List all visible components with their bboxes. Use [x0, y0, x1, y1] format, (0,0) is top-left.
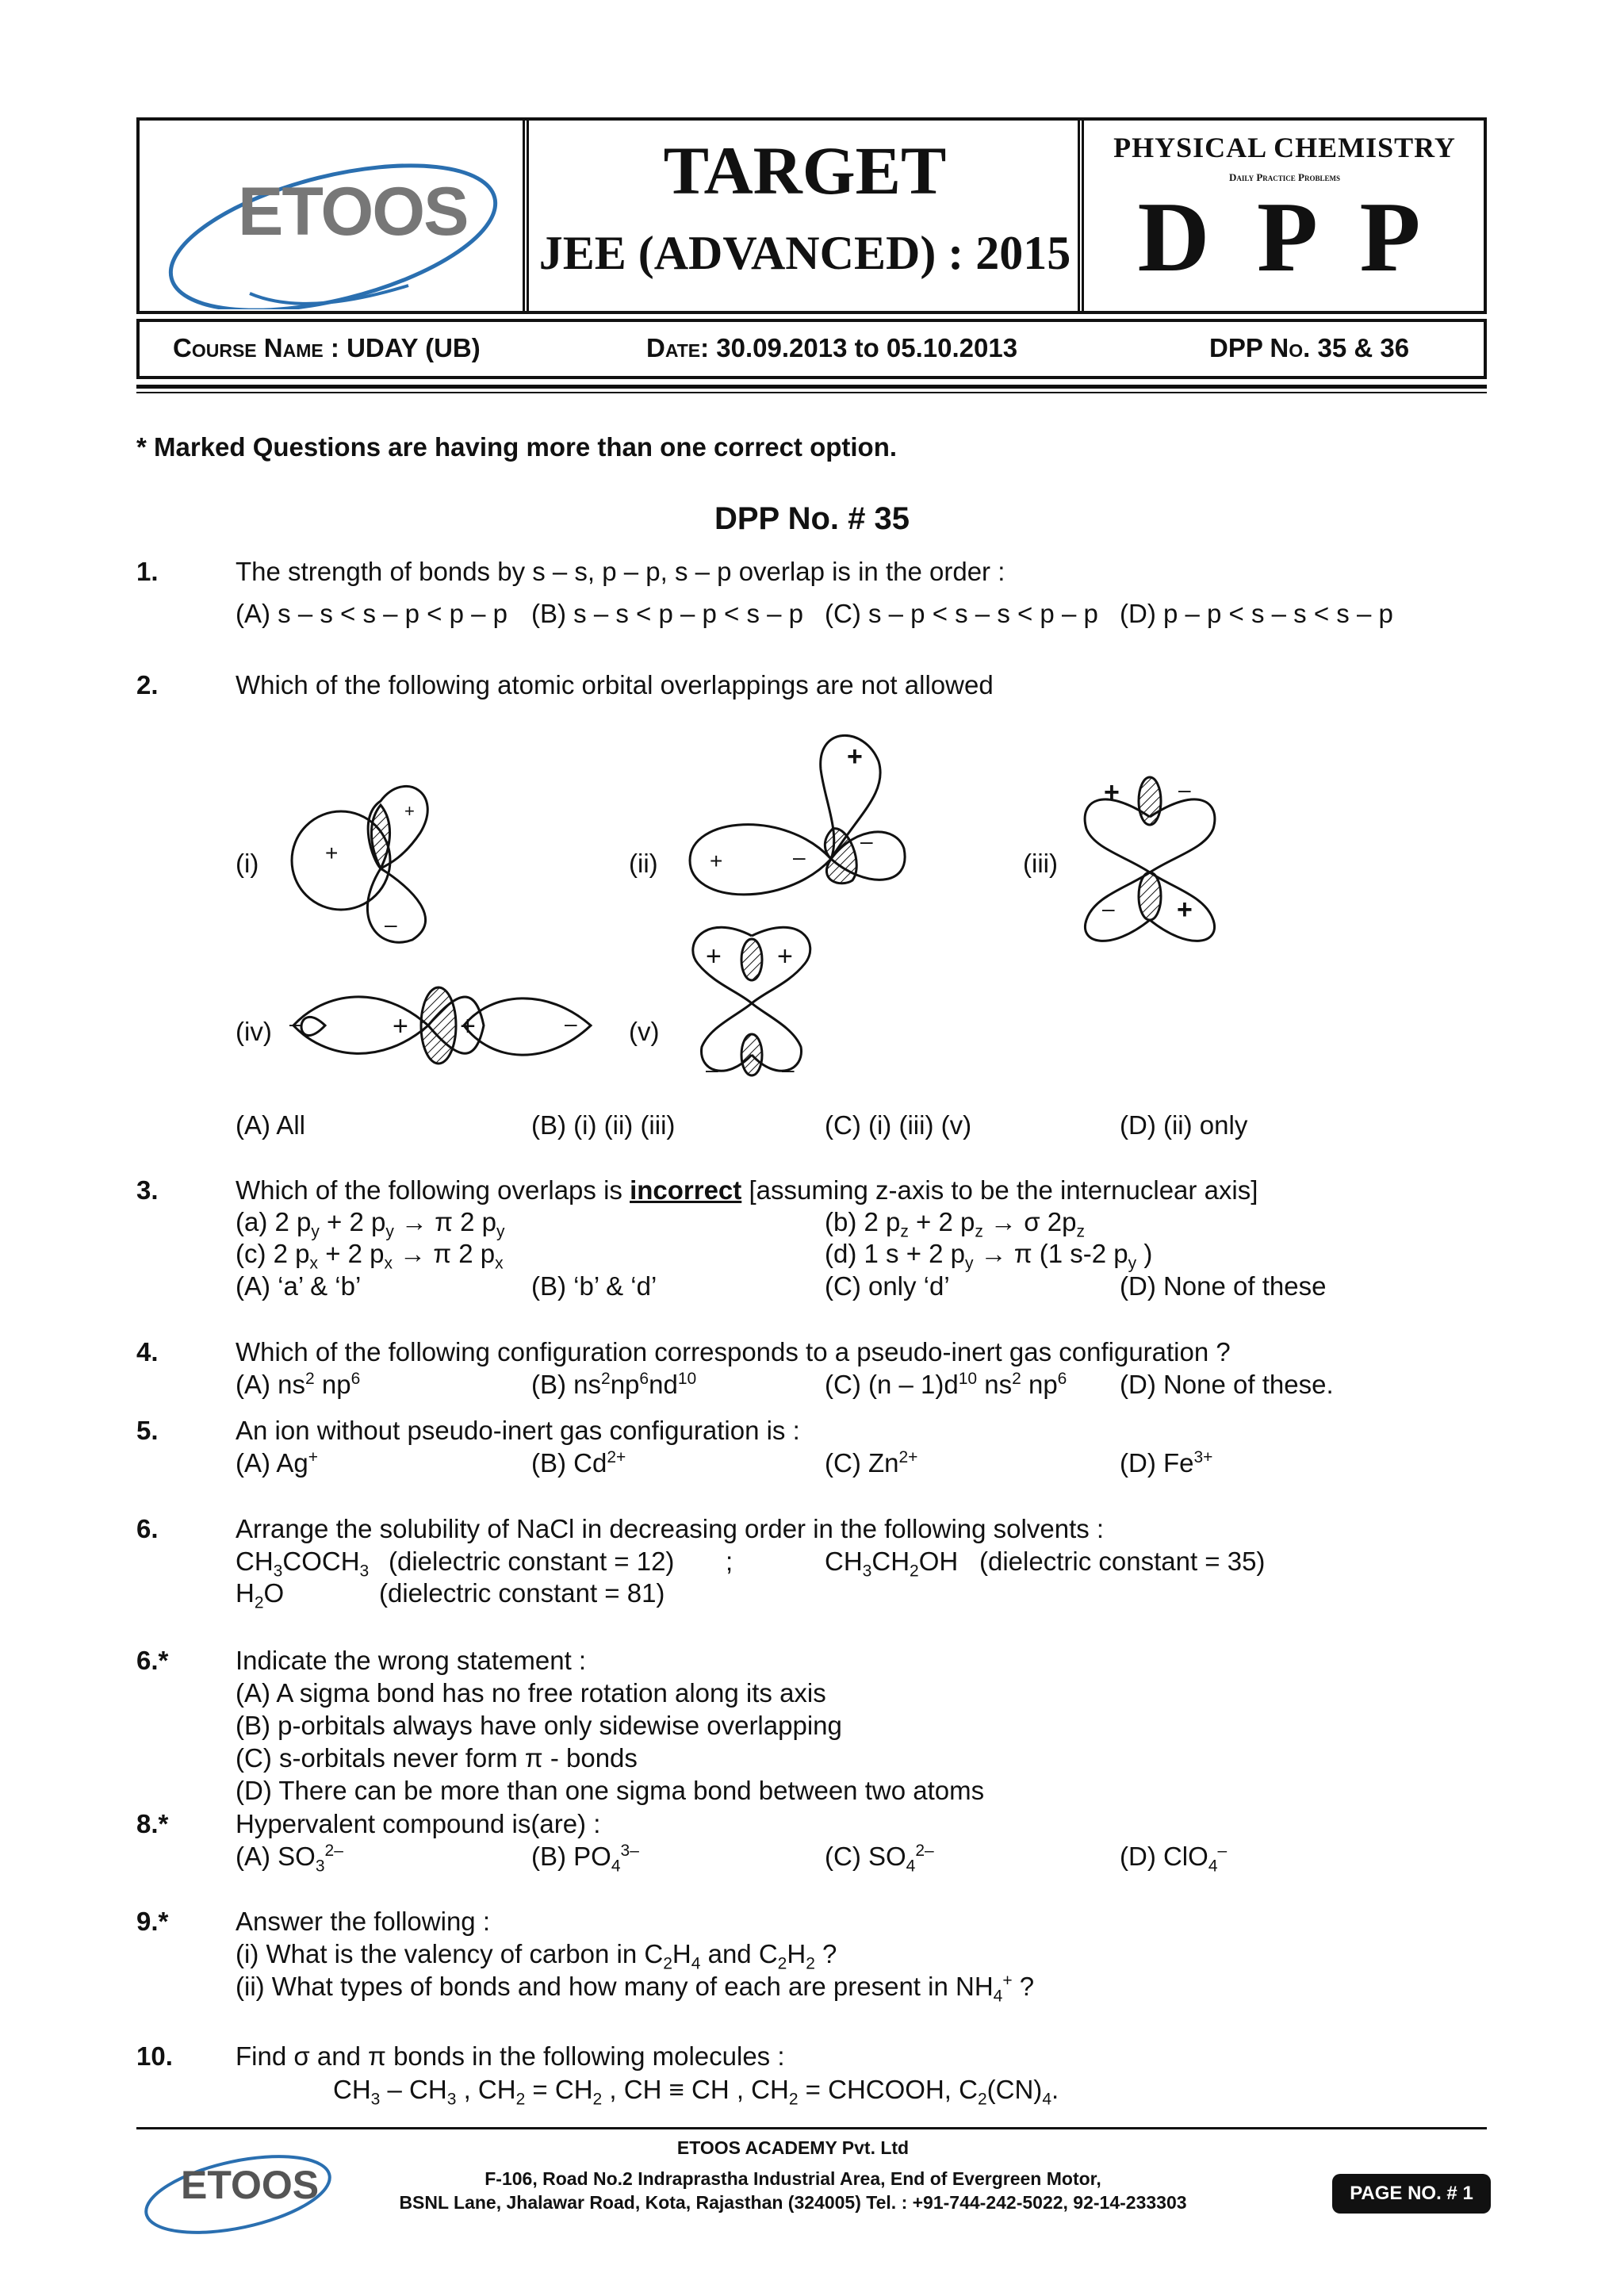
option-c: (C) $(n - 1)d^{10}$ $ns^2$ $np^6$: [825, 1370, 1067, 1399]
option-b: (B) $ns^2np^6nd^{10}$: [531, 1370, 697, 1399]
marked-note: * Marked Questions are having more than one correct option.: [136, 432, 898, 462]
solvent-water: $H_2O$: [236, 1578, 285, 1612]
question-number: 4.: [136, 1337, 159, 1366]
svg-text:+: +: [706, 941, 722, 972]
section-title: DPP No. # 35: [714, 501, 910, 536]
statement-c: (c) 2 $p_x + 2$ $p_x \to \pi$ 2 $p_x$: [236, 1239, 504, 1273]
diagram-label-iii: (iii): [1023, 849, 1058, 878]
svg-text:+: +: [404, 801, 415, 821]
diagram-label-ii: (ii): [629, 849, 658, 878]
sub-question-ii: (ii) What types of bonds and how many of each are present in $NH_4^+$ ?: [236, 1972, 1035, 2006]
option-d: (D) None of these: [1120, 1271, 1327, 1301]
question-text: Indicate the wrong statement :: [236, 1646, 587, 1675]
solvent-ethanol: $CH_3CH_2OH$: [825, 1547, 959, 1581]
question-text: Hypervalent compound is(are) :: [236, 1809, 601, 1838]
option-c: (C) s-orbitals never form π - bonds: [236, 1743, 638, 1773]
svg-text:+: +: [847, 742, 863, 772]
question-number: 3.: [136, 1175, 159, 1205]
question-number: 10.: [136, 2041, 173, 2071]
subject-title: PHYSICAL CHEMISTRY: [1113, 132, 1456, 163]
question-number: 9.*: [136, 1907, 169, 1936]
svg-text:–: –: [782, 1057, 795, 1082]
option-c: (C) (i) (iii) (v): [825, 1110, 972, 1140]
svg-text:+: +: [1177, 895, 1193, 925]
svg-text:–: –: [793, 845, 806, 869]
option-a: (A) ‘a’ & ‘b’: [236, 1271, 362, 1301]
option-a: (A) s – s < s – p < p – p: [236, 599, 508, 628]
target-title: TARGET: [663, 132, 947, 209]
solvent-ethanol-constant: (dielectric constant = 35): [979, 1547, 1266, 1576]
course-date: Date: 30.09.2013 to 05.10.2013: [646, 333, 1018, 362]
option-b: (B) p-orbitals always have only sidewise overlapping: [236, 1711, 842, 1740]
option-d: (D) $Fe^{3+}$: [1120, 1448, 1213, 1478]
question-text: Arrange the solubility of NaCl in decreasing order in the following solvents :: [236, 1514, 1105, 1543]
option-d: (D) There can be more than one sigma bond between two atoms: [236, 1776, 985, 1805]
dpp-subtitle: Daily Practice Problems: [1229, 171, 1340, 183]
footer-address-2: BSNL Lane, Jhalawar Road, Kota, Rajasthan (324005) Tel. : +91-744-242-5022, 92-14-233303: [399, 2192, 1187, 2213]
option-a: (A) All: [236, 1110, 306, 1140]
dpp-title: D P P: [1137, 182, 1432, 293]
sub-question-i: (i) What is the valency of carbon in $C_2H_4$ and $C_2H_2$ ?: [236, 1939, 837, 1973]
course-name: Course Name : UDAY (UB): [173, 333, 481, 362]
question-number: 2.: [136, 670, 159, 700]
solvent-acetone: $CH_3COCH_3$: [236, 1547, 370, 1581]
svg-text:–: –: [565, 1011, 577, 1036]
option-c: (C) $Zn^{2+}$: [825, 1448, 918, 1478]
orbital-diagrams: [0, 0, 1624, 1110]
separator: ;: [726, 1547, 733, 1576]
molecule-list: $CH_3 - CH_3$ , $CH_2 = CH_2$ , CH ≡ CH , $CH_2$ = CHCOOH, $C_2(CN)_4$.: [333, 2075, 1059, 2109]
option-b: (B) ‘b’ & ‘d’: [531, 1271, 657, 1301]
option-b: (B) (i) (ii) (iii): [531, 1110, 676, 1140]
question-number: 8.*: [136, 1809, 169, 1838]
question-number: 1.: [136, 557, 159, 586]
option-d: (D) p – p < s – s < s – p: [1120, 599, 1393, 628]
option-c: (C) only ‘d’: [825, 1271, 950, 1301]
svg-text:+: +: [460, 1011, 476, 1041]
logo-text: ETOOS: [238, 174, 468, 250]
exam-title: JEE (ADVANCED) : 2015: [538, 227, 1071, 279]
svg-text:–: –: [385, 912, 397, 937]
svg-text:+: +: [710, 849, 723, 873]
svg-text:+: +: [325, 841, 339, 865]
question-text: An ion without pseudo-inert gas configuration is :: [236, 1416, 800, 1445]
footer-logo-text: ETOOS: [181, 2163, 320, 2207]
solvent-water-constant: (dielectric constant = 81): [379, 1578, 665, 1608]
option-a: (A) A sigma bond has no free rotation along its axis: [236, 1678, 826, 1708]
option-a: (A) $SO_3^{2-}$: [236, 1842, 343, 1876]
footer-rule: [136, 2127, 1487, 2129]
option-b: (B) $Cd^{2+}$: [531, 1448, 626, 1478]
svg-text:–: –: [706, 1057, 718, 1082]
option-d: (D) ClO$_4$–: [1120, 1842, 1228, 1876]
question-text: Which of the following configuration corresponds to a pseudo-inert gas configuration ?: [236, 1337, 1231, 1366]
solvent-acetone-constant: (dielectric constant = 12): [389, 1547, 675, 1576]
option-d: (D) None of these.: [1120, 1370, 1334, 1399]
svg-text:–: –: [1178, 777, 1191, 802]
option-b: (B) s – s < p – p < s – p: [531, 599, 804, 628]
diagram-label-iv: (iv): [236, 1017, 272, 1046]
dpp-number: DPP No. 35 & 36: [1209, 333, 1410, 362]
question-number: 5.: [136, 1416, 159, 1445]
svg-text:–: –: [860, 829, 873, 853]
statement-d: (d) 1 s + 2 $p_y \to \pi$ (1 s-2 $p_y$ ): [825, 1239, 1153, 1273]
option-a: (A) $ns^2$ $np^6$: [236, 1370, 361, 1399]
svg-text:+: +: [1104, 777, 1120, 807]
option-c: (C) s – p < s – s < p – p: [825, 599, 1098, 628]
question-text: Find σ and π bonds in the following molecules :: [236, 2041, 785, 2071]
option-a: (A) Ag+: [236, 1448, 318, 1478]
page-number-badge: PAGE NO. # 1: [1332, 2174, 1491, 2214]
question-text: Which of the following atomic orbital overlappings are not allowed: [236, 670, 994, 700]
diagram-label-v: (v): [629, 1017, 660, 1046]
svg-text:+: +: [393, 1011, 408, 1041]
option-c: (C) $SO_4^{2-}$: [825, 1842, 934, 1876]
statement-a: (a) 2 $p_y + 2$ $p_y \to \pi$ 2 $p_y$: [236, 1207, 505, 1241]
svg-text:–: –: [289, 1011, 302, 1036]
option-d: (D) (ii) only: [1120, 1110, 1248, 1140]
svg-text:+: +: [777, 941, 793, 972]
footer-company: ETOOS ACADEMY Pvt. Ltd: [676, 2137, 910, 2158]
svg-text:–: –: [1102, 896, 1115, 921]
diagram-label-i: (i): [236, 849, 259, 878]
question-text: Answer the following :: [236, 1907, 490, 1936]
question-number: 6.*: [136, 1646, 169, 1675]
question-text: Which of the following overlaps is incorrect [assuming z-axis to be the internuclear axis]: [236, 1175, 1258, 1205]
question-text: The strength of bonds by s – s, p – p, s – p overlap is in the order :: [236, 557, 1005, 586]
statement-b: (b) 2 $p_z + 2$ $p_z \to \sigma$ $2p_z$: [825, 1207, 1085, 1241]
question-number: 6.: [136, 1514, 159, 1543]
footer-address-1: F-106, Road No.2 Indraprastha Industrial Area, End of Evergreen Motor,: [485, 2168, 1101, 2189]
option-b: (B) $PO_4^{3-}$: [531, 1842, 639, 1876]
